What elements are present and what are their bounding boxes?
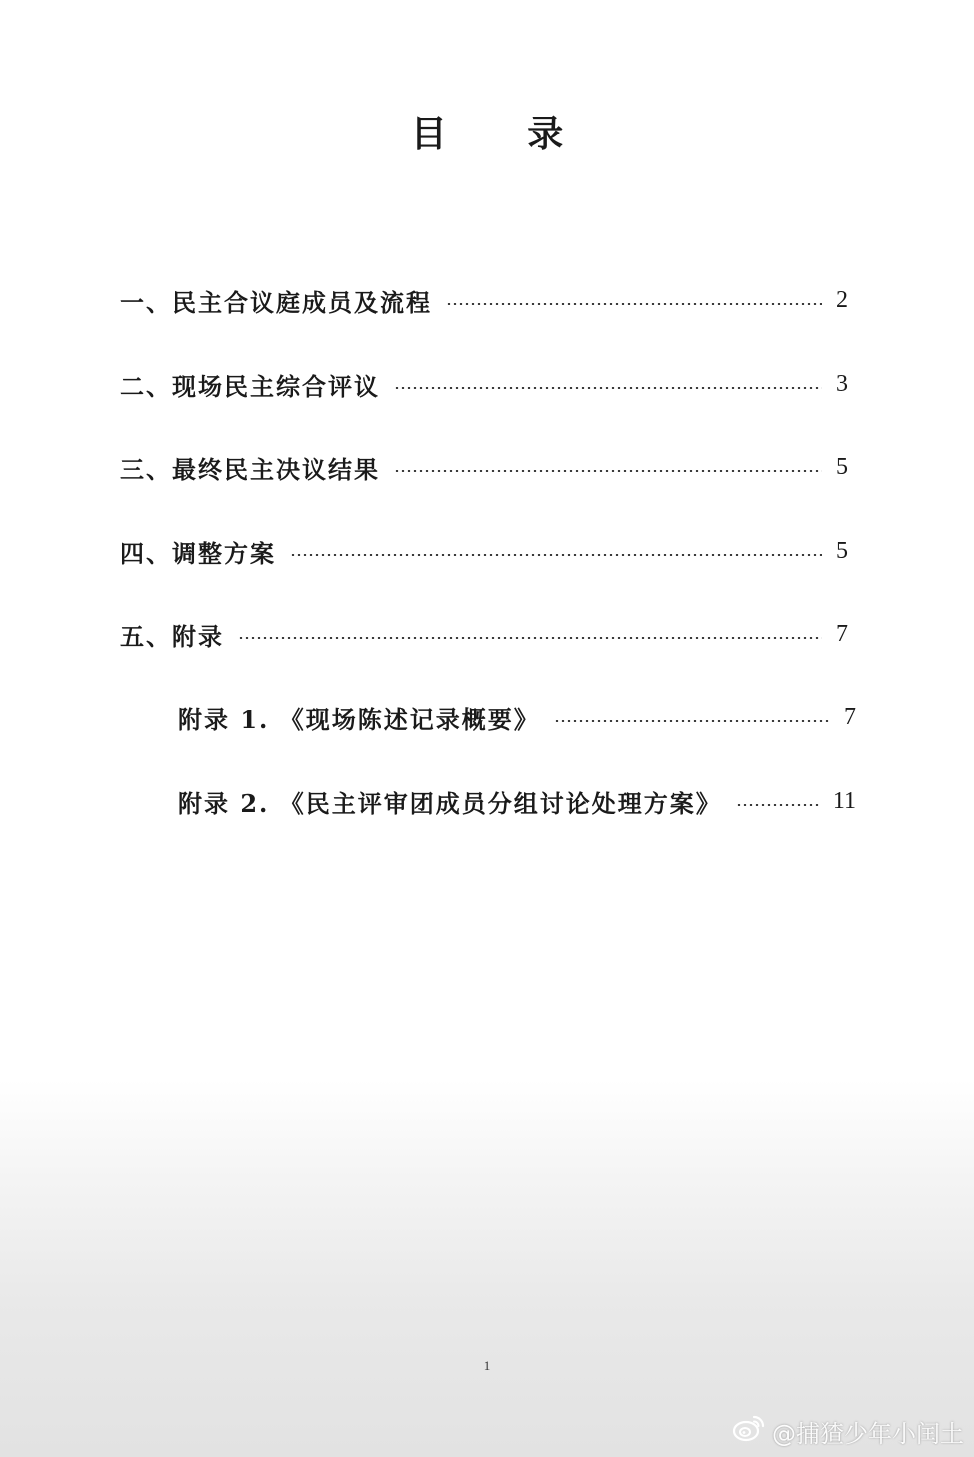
dot-leader bbox=[238, 637, 822, 639]
toc-sub-entry[interactable] bbox=[178, 697, 856, 737]
toc-entry-label: 三、最终民主决议结果 bbox=[120, 454, 380, 484]
toc-entry-page: 5 bbox=[836, 537, 848, 564]
toc-sub-entry-label: 附录 2. 《民主评审团成员分组讨论处理方案》 bbox=[178, 788, 722, 818]
toc-entry-label: 一、民主合议庭成员及流程 bbox=[120, 287, 432, 317]
page-number: 1 bbox=[483, 1358, 491, 1373]
toc-entry-label: 二、现场民主综合评议 bbox=[120, 371, 380, 401]
watermark-text: @捕猹少年小闰土 bbox=[772, 1419, 964, 1448]
toc-entry-page: 3 bbox=[836, 370, 848, 397]
toc-entry[interactable] bbox=[120, 614, 848, 654]
toc-entry[interactable] bbox=[120, 447, 848, 487]
toc-sub-entry-label: 附录 1. 《现场陈述记录概要》 bbox=[178, 704, 540, 734]
watermark bbox=[732, 1413, 964, 1449]
toc-entry[interactable] bbox=[120, 364, 848, 404]
toc-entry-page: 5 bbox=[836, 453, 848, 480]
dot-leader bbox=[446, 303, 822, 305]
toc-entry-page: 7 bbox=[836, 620, 848, 647]
dot-leader bbox=[554, 720, 830, 722]
dot-leader bbox=[736, 804, 819, 806]
toc-entry-label: 五、附录 bbox=[120, 621, 224, 651]
page-title: 目 录 bbox=[410, 113, 598, 155]
dot-leader bbox=[394, 387, 822, 389]
toc-entry[interactable] bbox=[120, 531, 848, 571]
toc-sub-entry-page: 11 bbox=[832, 787, 856, 814]
dot-leader bbox=[394, 470, 822, 472]
toc-entry-page: 2 bbox=[836, 286, 848, 313]
dot-leader bbox=[290, 554, 822, 556]
toc-sub-entry[interactable] bbox=[178, 781, 856, 821]
toc-entry-label: 四、调整方案 bbox=[120, 538, 276, 568]
toc-entry[interactable] bbox=[120, 280, 848, 320]
toc-sub-entry-page: 7 bbox=[844, 703, 856, 730]
weibo-logo-icon bbox=[732, 1413, 766, 1449]
